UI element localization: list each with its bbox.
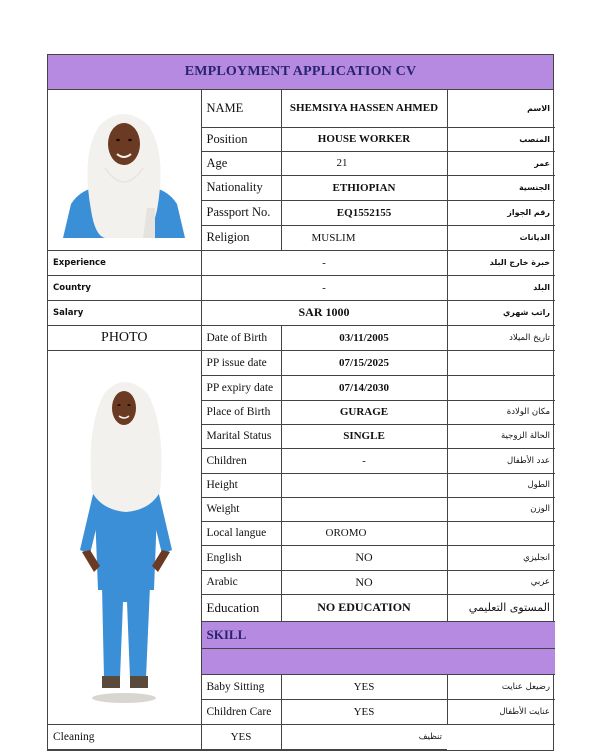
position-ar: المنصب [447, 127, 555, 151]
marital-label: Marital Status [201, 424, 281, 448]
height-label: Height [201, 473, 281, 497]
baby-sitting-value: YES [281, 674, 447, 699]
children-label: Children [201, 448, 281, 473]
passport-label: Passport No. [201, 200, 281, 225]
headshot-cell [48, 90, 201, 250]
height-ar: الطول [447, 473, 555, 497]
cv-table [48, 90, 555, 750]
weight-ar: الوزن [447, 497, 555, 521]
skill-heading: SKILL [201, 621, 555, 648]
position-label: Position [201, 127, 281, 151]
baby-sitting-ar: رضيعل عنايت [447, 674, 555, 699]
pob-ar: مكان الولادة [447, 400, 555, 424]
name-label: NAME [201, 90, 281, 127]
pp-expiry-ar [447, 375, 555, 400]
cv-sheet [47, 54, 554, 751]
nationality-value: ETHIOPIAN [281, 175, 447, 200]
age-label: Age [201, 151, 281, 175]
pp-expiry-value: 07/14/2030 [281, 375, 447, 400]
dob-value: 03/11/2005 [281, 325, 447, 350]
country-label: Country [48, 275, 201, 300]
english-value: NO [281, 545, 447, 570]
english-label: English [201, 545, 281, 570]
children-value: - [281, 448, 447, 473]
religion-label: Religion [201, 225, 281, 250]
passport-ar: رقم الجواز [447, 200, 555, 225]
photo-label: PHOTO [48, 325, 201, 350]
salary-value: SAR 1000 [201, 300, 447, 325]
country-value: - [201, 275, 447, 300]
form-title: EMPLOYMENT APPLICATION CV [48, 55, 553, 90]
marital-ar: الحالة الزوجية [447, 424, 555, 448]
weight-value [281, 497, 447, 521]
arabic-ar: عربي [447, 570, 555, 594]
age-value: 21 [281, 151, 447, 175]
nationality-label: Nationality [201, 175, 281, 200]
weight-label: Weight [201, 497, 281, 521]
education-ar: المستوى التعليمي [447, 594, 555, 621]
english-ar: انجليزي [447, 545, 555, 570]
position-value: HOUSE WORKER [281, 127, 447, 151]
experience-label: Experience [48, 250, 201, 275]
cleaning-ar: تنظيف [281, 724, 447, 749]
country-ar: البلد [447, 275, 555, 300]
children-care-value: YES [281, 699, 447, 724]
skill-subheader-bar [201, 648, 555, 674]
salary-label: Salary [48, 300, 201, 325]
nationality-ar: الجنسية [447, 175, 555, 200]
experience-ar: خبرة خارج البلد [447, 250, 555, 275]
salary-ar: راتب شهري [447, 300, 555, 325]
fullbody-cell [48, 350, 201, 724]
height-value [281, 473, 447, 497]
local-language-value: OROMO [281, 521, 447, 545]
children-ar: عدد الأطفال [447, 448, 555, 473]
children-care-ar: عنايت الأطفال [447, 699, 555, 724]
name-ar: الاسم [447, 90, 555, 127]
religion-value: MUSLIM [281, 225, 447, 250]
fullbody-photo [64, 366, 184, 706]
pp-issue-label: PP issue date [201, 350, 281, 375]
local-language-ar [447, 521, 555, 545]
name-value: SHEMSIYA HASSEN AHMED [281, 90, 447, 127]
baby-sitting-label: Baby Sitting [201, 674, 281, 699]
religion-ar: الديانات [447, 225, 555, 250]
experience-value: - [201, 250, 447, 275]
children-care-label: Children Care [201, 699, 281, 724]
passport-value: EQ1552155 [281, 200, 447, 225]
local-language-label: Local langue [201, 521, 281, 545]
headshot-photo [59, 98, 189, 238]
cleaning-label: Cleaning [48, 724, 201, 749]
arabic-label: Arabic [201, 570, 281, 594]
dob-label: Date of Birth [201, 325, 281, 350]
pp-issue-value: 07/15/2025 [281, 350, 447, 375]
pob-value: GURAGE [281, 400, 447, 424]
marital-value: SINGLE [281, 424, 447, 448]
dob-ar: تاريخ الميلاد [447, 325, 555, 350]
age-ar: عمر [447, 151, 555, 175]
education-value: NO EDUCATION [281, 594, 447, 621]
education-label: Education [201, 594, 281, 621]
pp-issue-ar [447, 350, 555, 375]
pob-label: Place of Birth [201, 400, 281, 424]
pp-expiry-label: PP expiry date [201, 375, 281, 400]
cleaning-value: YES [201, 724, 281, 749]
arabic-value: NO [281, 570, 447, 594]
